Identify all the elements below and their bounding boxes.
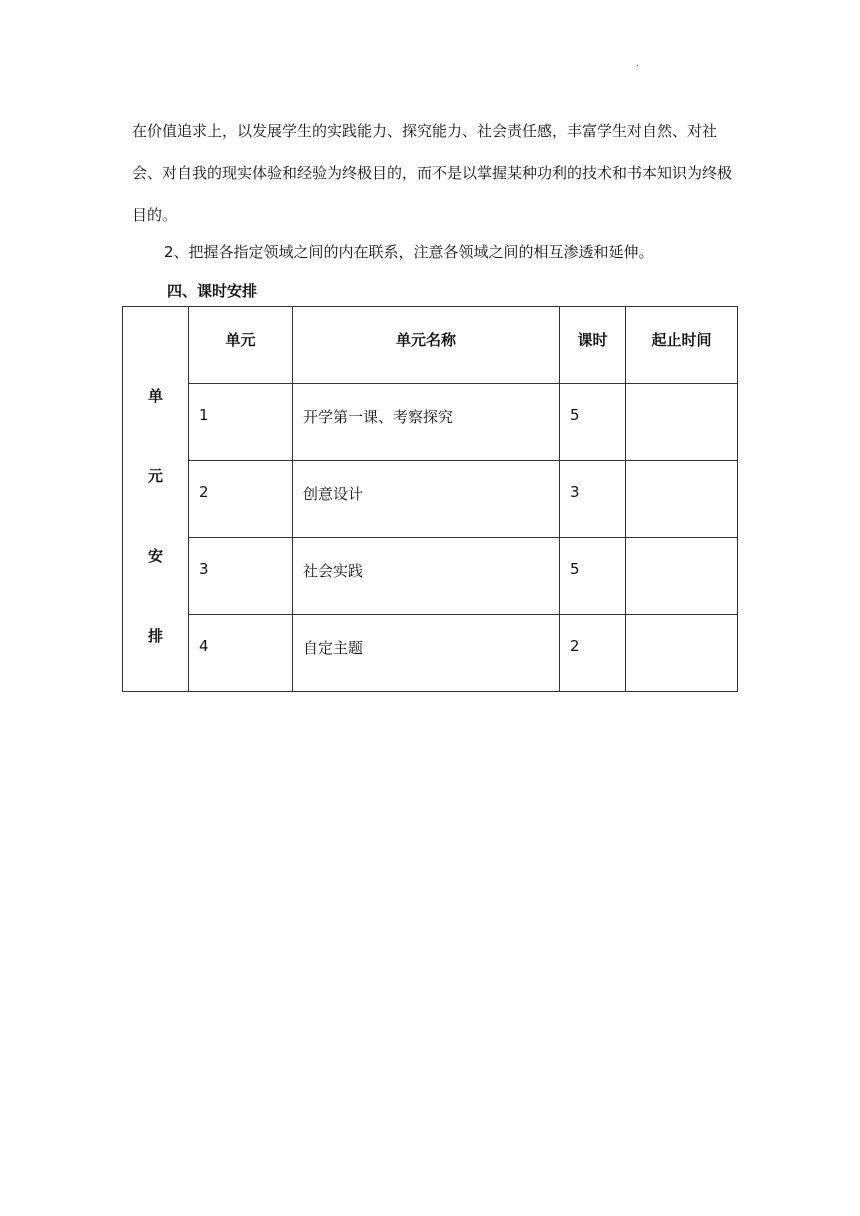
cell-name: 社会实践 (293, 538, 560, 615)
side-label-char: 元 (147, 466, 163, 485)
table-row (123, 615, 738, 692)
side-label-char: 单 (147, 386, 163, 405)
table-row (123, 538, 738, 615)
table-header-row (123, 307, 738, 384)
side-label-cell (123, 307, 189, 692)
cell-unit: 3 (189, 538, 293, 615)
cell-period (626, 538, 738, 615)
cell-period (626, 384, 738, 461)
schedule-table (122, 306, 738, 692)
cell-hours: 5 (560, 538, 626, 615)
header-hours: 课时 (560, 307, 626, 384)
header-period: 起止时间 (626, 307, 738, 384)
cell-hours: 2 (560, 615, 626, 692)
header-unit-name: 单元名称 (293, 307, 560, 384)
section-heading: 四、课时安排 (167, 282, 258, 300)
paragraph-value-pursuit: 在价值追求上，以发展学生的实践能力、探究能力、社会责任感，丰富学生对自然、对社会、对自我的现实体验和经验为终极目的，而不是以掌握某种功利的技术和书本知识为终极目的。 (132, 122, 733, 224)
cell-period (626, 615, 738, 692)
cell-period (626, 461, 738, 538)
paragraph-field-connection: 2、把握各指定领域之间的内在联系，注意各领域之间的相互渗透和延伸。 (164, 243, 654, 261)
cell-hours: 3 (560, 461, 626, 538)
side-label-char: 排 (147, 626, 163, 645)
cell-unit: 2 (189, 461, 293, 538)
cell-name: 创意设计 (293, 461, 560, 538)
header-unit: 单元 (189, 307, 293, 384)
cell-name: 开学第一课、考察探究 (293, 384, 560, 461)
page-mark: . (636, 58, 640, 69)
cell-unit: 1 (189, 384, 293, 461)
cell-unit: 4 (189, 615, 293, 692)
cell-name: 自定主题 (293, 615, 560, 692)
cell-hours: 5 (560, 384, 626, 461)
table-row (123, 384, 738, 461)
table-row (123, 461, 738, 538)
side-label-char: 安 (147, 546, 163, 565)
